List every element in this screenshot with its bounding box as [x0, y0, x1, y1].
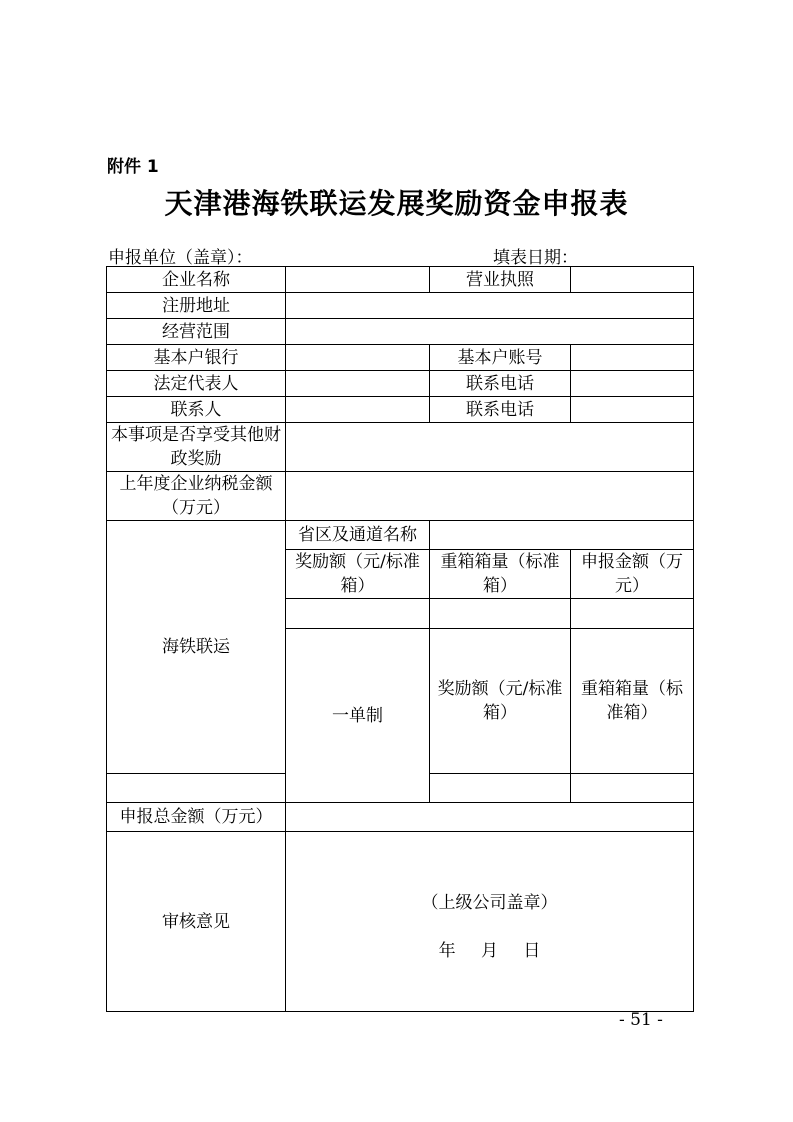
- single-doc-volume-label: 重箱箱量（标准箱）: [571, 629, 694, 774]
- month-label: 月: [481, 940, 498, 961]
- sea-rail-amount-field[interactable]: [571, 599, 694, 629]
- basic-account-field[interactable]: [571, 345, 694, 371]
- sea-rail-volume-field[interactable]: [430, 599, 571, 629]
- legal-rep-field[interactable]: [286, 371, 430, 397]
- enterprise-name-label: 企业名称: [107, 267, 286, 293]
- phone-label-1: 联系电话: [430, 371, 571, 397]
- review-date: [288, 939, 691, 963]
- basic-bank-label: 基本户银行: [107, 345, 286, 371]
- stamp-note: （上级公司盖章）: [421, 892, 558, 913]
- legal-rep-label: 法定代表人: [107, 371, 286, 397]
- phone-field-1[interactable]: [571, 371, 694, 397]
- other-subsidy-field[interactable]: [286, 423, 694, 472]
- applicant-label: 申报单位（盖章）：: [108, 248, 253, 268]
- fill-date-label: 填表日期：: [493, 248, 578, 268]
- single-doc-reward-field[interactable]: [107, 774, 286, 803]
- sea-rail-amount-label: 申报金额（万元）: [571, 550, 694, 599]
- sea-rail-volume-label: 重箱箱量（标准箱）: [430, 550, 571, 599]
- business-license-field[interactable]: [571, 267, 694, 293]
- attachment-label: 附件 1: [107, 157, 159, 177]
- channel-name-field[interactable]: [430, 521, 694, 550]
- sea-rail-reward-field[interactable]: [286, 599, 430, 629]
- review-field[interactable]: [286, 832, 694, 1012]
- enterprise-name-field[interactable]: [286, 267, 430, 293]
- application-form-table: [106, 266, 694, 1012]
- page-number: - 51 -: [619, 1010, 663, 1030]
- business-scope-label: 经营范围: [107, 319, 286, 345]
- phone-label-2: 联系电话: [430, 397, 571, 423]
- single-doc-label: 一单制: [286, 629, 430, 803]
- registered-address-label: 注册地址: [107, 293, 286, 319]
- day-label: 日: [523, 940, 541, 961]
- last-year-tax-field[interactable]: [286, 472, 694, 521]
- basic-bank-field[interactable]: [286, 345, 430, 371]
- contact-label: 联系人: [107, 397, 286, 423]
- total-amount-field[interactable]: [286, 803, 694, 832]
- registered-address-field[interactable]: [286, 293, 694, 319]
- single-doc-reward-label: 奖励额（元/标准箱）: [430, 629, 571, 774]
- contact-field[interactable]: [286, 397, 430, 423]
- year-label: 年: [438, 940, 456, 961]
- business-scope-field[interactable]: [286, 319, 694, 345]
- single-doc-amount-field[interactable]: [571, 774, 694, 803]
- review-label: 审核意见: [107, 832, 286, 1012]
- sea-rail-label: 海铁联运: [107, 521, 286, 774]
- page-title: 天津港海铁联运发展奖励资金申报表: [164, 187, 629, 220]
- channel-name-label: 省区及通道名称: [286, 521, 430, 550]
- phone-field-2[interactable]: [571, 397, 694, 423]
- basic-account-label: 基本户账号: [430, 345, 571, 371]
- last-year-tax-label: 上年度企业纳税金额（万元）: [107, 472, 286, 521]
- single-doc-volume-field[interactable]: [430, 774, 571, 803]
- other-subsidy-label: 本事项是否享受其他财政奖励: [107, 423, 286, 472]
- sea-rail-reward-label: 奖励额（元/标准箱）: [286, 550, 430, 599]
- total-amount-label: 申报总金额（万元）: [107, 803, 286, 832]
- business-license-label: 营业执照: [430, 267, 571, 293]
